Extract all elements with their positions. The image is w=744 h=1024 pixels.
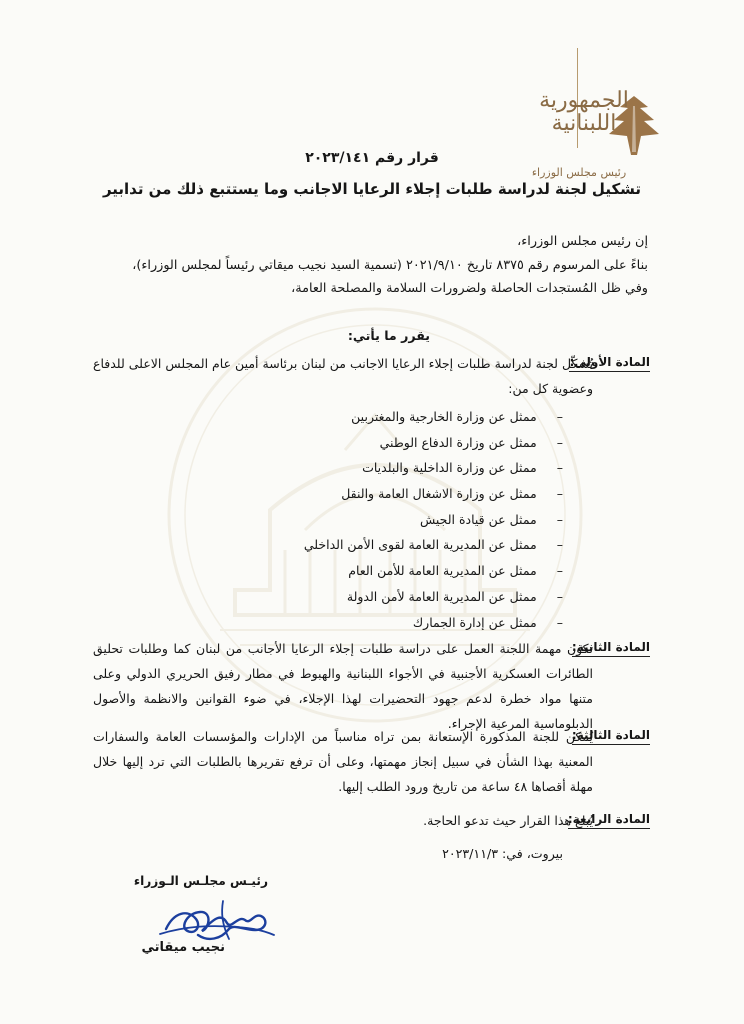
committee-member: – ممثل عن المديرية العامة للأمن العام — [200, 558, 563, 584]
signature-scribble — [150, 892, 278, 944]
article-1-text: تُشكّل لجنة لدراسة طلبات إجلاء الرعايا الاجانب من لبنان برئاسة أمين عام المجلس الاعلى للدفاع وعضوية كل من: — [93, 356, 593, 396]
decision-title: تشكيل لجنة لدراسة طلبات إجلاء الرعايا الاجانب وما يستتبع ذلك من تدابير — [102, 180, 642, 198]
article-2-label: المادة الثانية: — [572, 640, 650, 657]
committee-member: – ممثل عن وزارة الداخلية والبلديات — [200, 455, 563, 481]
signatory-title: رئيـس مجلـس الـوزراء — [133, 874, 268, 888]
article-3-label: المادة الثالثة: — [572, 728, 650, 745]
article-4-text: يُبلغ هذا القرار حيث تدعو الحاجة. — [423, 813, 593, 828]
preamble-opening: إن رئيس مجلس الوزراء، — [517, 234, 648, 249]
preamble-basis: بناءً على المرسوم رقم ٨٣٧٥ تاريخ ٢٠٢١/٩/١٠ (تسمية السيد نجيب ميقاتي رئيساً لمجلس الوزراء)، — [132, 258, 648, 273]
decision-number: قرار رقم ٢٠٢٣/١٤١ — [305, 150, 439, 166]
committee-member: – ممثل عن المديرية العامة لأمن الدولة — [200, 584, 563, 610]
committee-member: – ممثل عن المديرية العامة لقوى الأمن الداخلي — [200, 532, 563, 558]
ruling-phrase: يقرر ما يأتي: — [347, 328, 430, 343]
article-3-text: يُمكن للجنة المذكورة الإستعانة بمن تراه مناسباً من الإدارات والمؤسسات العامة والسفارات المعنية بهذا الشأن في سبيل إنجاز مهمتها، وعلى أن ترفع تقريرها بالطلبات التي ترد إليها خلال مهلة أقصاها ٤٨ ساعة من تاريخ ورود الطلب إليها. — [93, 729, 593, 794]
preamble-context: وفي ظل المُستجدات الحاصلة ولضرورات السلامة والمصلحة العامة، — [291, 281, 648, 296]
committee-member: – ممثل عن وزارة الخارجية والمغتربين — [200, 404, 563, 430]
committee-members-list — [200, 404, 563, 635]
committee-member: – ممثل عن إدارة الجمارك — [200, 610, 563, 636]
republic-emblem-text: الجمهورية اللبنانية — [539, 88, 629, 136]
article-1-label: المادة الأولى: — [569, 355, 650, 372]
letterhead-office: رئيس مجلس الوزراء — [531, 166, 627, 179]
place-and-date: بيروت، في: ٢٠٢٣/١١/٣ — [442, 846, 563, 861]
committee-member: – ممثل عن وزارة الدفاع الوطني — [200, 430, 563, 456]
committee-member: – ممثل عن قيادة الجيش — [200, 507, 563, 533]
letterhead — [504, 40, 704, 179]
signatory-name: نجيب ميقاتي — [141, 940, 225, 955]
article-2-text: تكون مهمة اللجنة العمل على دراسة طلبات إجلاء الرعايا الأجانب من لبنان كما وطلبات تحليق الطائرات العسكرية الأجنبية في الأجواء اللبنانية والهبوط في مطار رفيق الحريري الدولي وعلى متنها مواد خطرة لدعم جهود التحضيرات لهذا الإجلاء، في ضوء القوانين والانظمة والأصول الدبلوماسية المرعية الإجراء. — [93, 641, 593, 731]
article-4-label: المادة الرابعة: — [568, 812, 650, 829]
committee-member: – ممثل عن وزارة الاشغال العامة والنقل — [200, 481, 563, 507]
